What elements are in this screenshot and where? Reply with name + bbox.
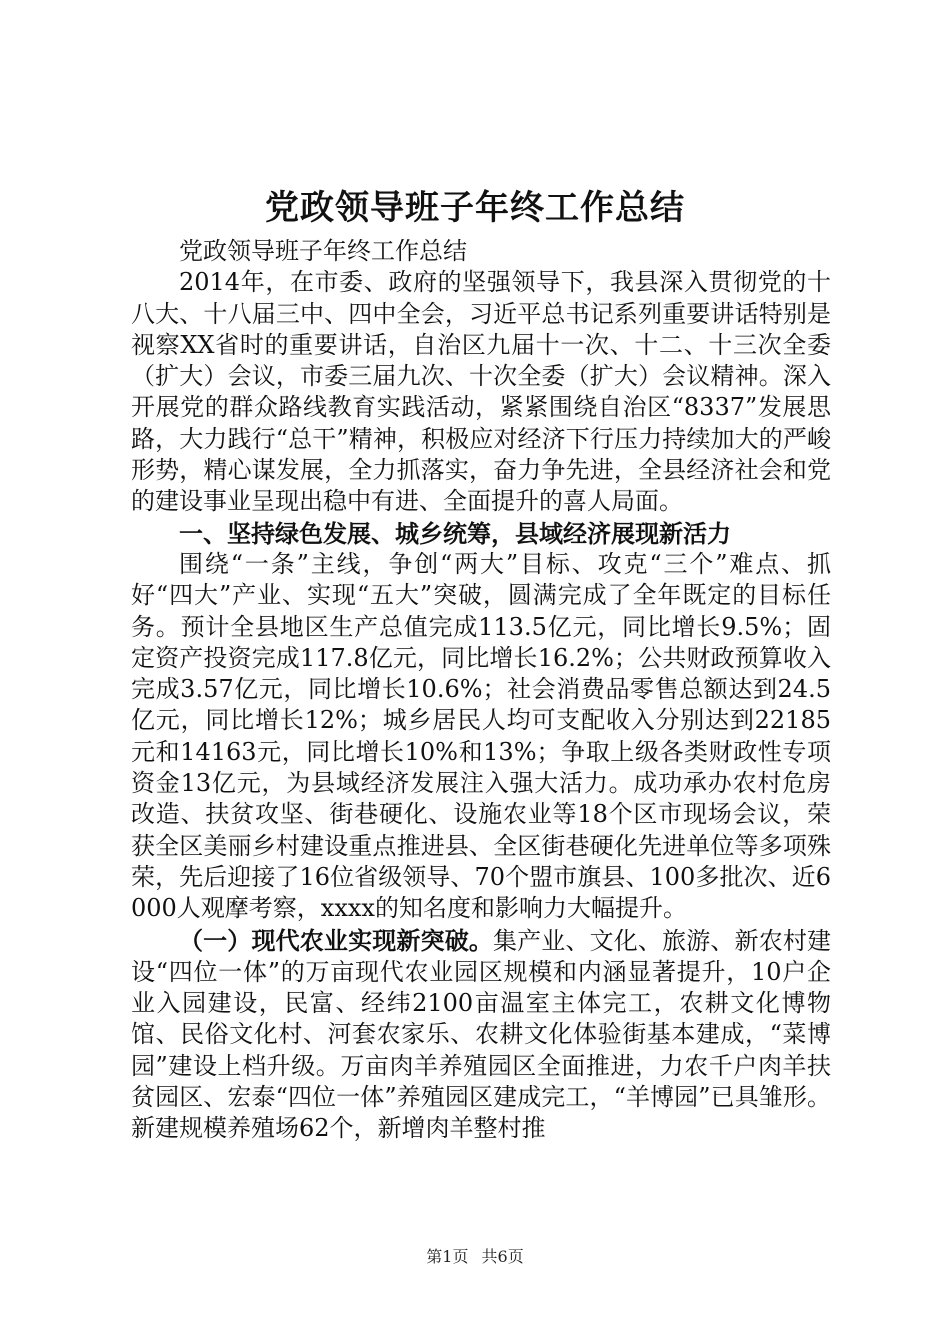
body-paragraph-economy: 围绕“一条”主线，争创“两大”目标、攻克“三个”难点、抓好“四大”产业、实现“五大”突破，圆满完成了全年既定的目标任务。预计全县地区生产总值完成113.5亿元，同比增长9.5%；固定资产投资完成117.8亿元，同比增长16.2%；公共财政预算收入完成3.57亿元，同比增长10.6%；社会消费品零售总额达到24.5亿元，同比增长12%；城乡居民人均可支配收入分别达到22185元和14163元，同比增长10%和13%；争取上级各类财政性专项资金13亿元，为县域经济发展注入强大活力。成功承办农村危房改造、扶贫攻坚、街巷硬化、设施农业等18个区市现场会议，荣获全区美丽乡村建设重点推进县、全区街巷硬化先进单位等多项殊荣，先后迎接了16位省级领导、70个盟市旗县、100多批次、近6000人观摩考察，xxxx的知名度和影响力大幅提升。 bbox=[131, 549, 831, 923]
body-paragraph-subtitle: 党政领导班子年终工作总结 bbox=[179, 237, 467, 265]
subsection-heading: （一）现代农业实现新突破。 bbox=[179, 925, 493, 955]
body-paragraph-intro: 2014年，在市委、政府的坚强领导下，我县深入贯彻党的十八大、十八届三中、四中全会，习近平总书记系列重要讲话特别是视察XX省时的重要讲话，自治区九届十一次、十二、十三次全委（扩大）会议，市委三届九次、十次全委（扩大）会议精神。深入开展党的群众路线教育实践活动，紧紧围绕自治区“8337”发展思路，大力践行“总干”精神，积极应对经济下行压力持续加大的严峻形势，精心谋发展，全力抓落实，奋力争先进，全县经济社会和党的建设事业呈现出稳中有进、全面提升的喜人局面。 bbox=[131, 268, 831, 516]
page-footer bbox=[0, 1244, 950, 1267]
page-number: 第1页 bbox=[426, 1247, 469, 1266]
document-title: 党政领导班子年终工作总结 bbox=[265, 188, 685, 228]
section-heading: 一、坚持绿色发展、城乡统筹，县域经济展现新活力 bbox=[179, 518, 731, 548]
document-body bbox=[131, 236, 831, 1145]
body-paragraph-agriculture bbox=[131, 925, 831, 1145]
page-total: 共6页 bbox=[481, 1247, 524, 1266]
subsection-text: 集产业、文化、旅游、新农村建设“四位一体”的万亩现代农业园区规模和内涵显著提升，10户企业入园建设，民富、经纬2100亩温室主体完工，农耕文化博物馆、民俗文化村、河套农家乐、农耕文化体验街基本建成，“菜博园”建设上档升级。万亩肉羊养殖园区全面推进，力农千户肉羊扶贫园区、宏泰“四位一体”养殖园区建成完工，“羊博园”已具雏形。新建规模养殖场62个，新增肉羊整村推 bbox=[131, 926, 831, 1143]
